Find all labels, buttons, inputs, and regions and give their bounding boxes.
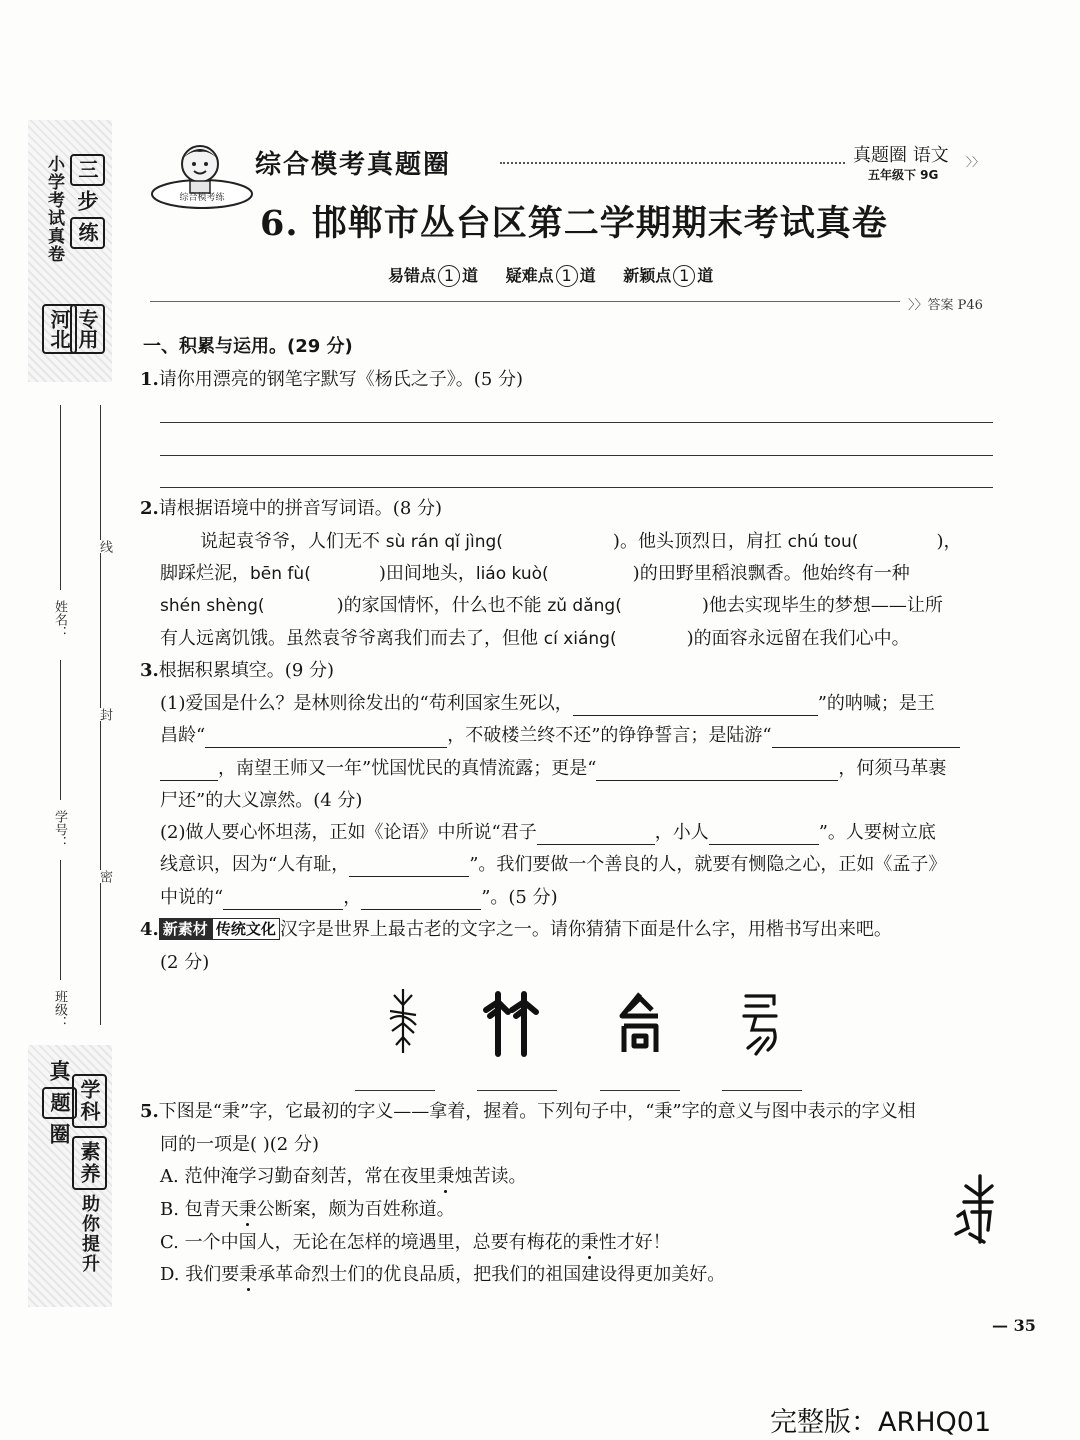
- q2-line-2: 脚踩烂泥，bēn fù( )田间地头，liáo kuò( )的田野里稻浪飘香。他始终有一种: [160, 563, 910, 584]
- q3-line-4: 尸还”的大义凛然。(4 分): [160, 790, 363, 811]
- question-2-text: 请根据语境中的拼音写词语。(8 分): [158, 498, 443, 519]
- tag-new-material: 新素材: [159, 918, 212, 940]
- name-field-line[interactable]: [60, 405, 61, 590]
- sidebar-brand-label: 真题圈: [42, 1060, 77, 1146]
- q2-line-4: 有人远离饥饿。虽然袁爷爷离我们而去了，但他 cí xiáng( )的面容永远留在我们心中。: [160, 628, 910, 649]
- writing-line[interactable]: [160, 455, 993, 456]
- glyph-answer-line[interactable]: [722, 1090, 802, 1091]
- cut-label-seal: 封: [97, 708, 112, 721]
- header-series: 真题圈 语文: [853, 145, 949, 166]
- question-5: 5.下图是“秉”字，它最初的字义——拿着，握着。下列句子中，“秉”字的意义与图中表示的字义相: [140, 1101, 916, 1122]
- question-5-text: 下图是“秉”字，它最初的字义——拿着，握着。下列句子中，“秉”字的意义与图中表示的字义相: [158, 1101, 916, 1122]
- header-rule: [150, 301, 900, 302]
- answer-blank[interactable]: [349, 857, 469, 877]
- question-2: 2.请根据语境中的拼音写词语。(8 分): [140, 498, 443, 519]
- answer-blank[interactable]: [537, 825, 655, 845]
- sidebar-region-badge-2: 专用: [70, 300, 105, 358]
- stat-novel: 新颖点 1 道: [623, 266, 714, 285]
- q3-line-3: ，南望王师又一年”忧国忧民的真情流露；更是“ ，何须马革裹: [160, 757, 946, 781]
- name-field-label: 姓名：: [52, 600, 67, 639]
- exam-title: 6. 邯郸市丛台区第二学期期末考试真卷: [260, 203, 888, 244]
- cut-label-line: 线: [97, 540, 112, 553]
- question-3: 3.根据积累填空。(9 分): [140, 660, 335, 681]
- student-id-field-label: 学号：: [52, 810, 67, 849]
- ancient-glyph-2: [482, 990, 540, 1058]
- answer-blank[interactable]: [772, 728, 960, 748]
- question-4-text: 汉字是世界上最古老的文字之一。请你猜猜下面是什么字，用楷书写出来吧。: [279, 919, 892, 940]
- mascot-badge-text: 综合模考练: [179, 193, 225, 203]
- q3-line-5: (2)做人要心怀坦荡，正如《论语》中所说“君子 ，小人 ”。人要树立底: [160, 822, 936, 843]
- tag-traditional-culture: 传统文化: [212, 918, 280, 940]
- header-dotted-rule: [500, 162, 845, 164]
- header-arrow-icon: 〉〉: [966, 155, 985, 169]
- question-3-text: 根据积累填空。(9 分): [158, 660, 335, 681]
- sidebar-region-badge: 河北: [42, 300, 77, 358]
- question-4-score: (2 分): [160, 952, 210, 973]
- glyph-answer-line[interactable]: [355, 1090, 435, 1091]
- class-field-line[interactable]: [60, 860, 61, 980]
- question-4: 4. 新素材 传统文化 汉字是世界上最古老的文字之一。请你猜猜下面是什么字，用楷书写出来吧。: [140, 919, 892, 940]
- ancient-glyph-4: [738, 990, 784, 1058]
- section-title: 一、积累与运用。(29 分): [143, 336, 353, 357]
- stat-error-prone: 易错点 1 道: [388, 266, 479, 285]
- ancient-glyph-3: [614, 990, 666, 1058]
- answer-blank[interactable]: [709, 825, 819, 845]
- student-id-field-line[interactable]: [60, 660, 61, 800]
- option-b[interactable]: B. 包青天秉公断案，颇为百姓称道。: [160, 1199, 455, 1220]
- q3-line-6: 线意识，因为“人有耻， ”。我们要做一个善良的人，就要有恻隐之心，正如《孟子》: [160, 854, 947, 875]
- q3-line-1: (1)爱国是什么？是林则徐发出的“苟利国家生死以， ”的呐喊；是王: [160, 693, 935, 714]
- q3-line-2: 昌龄“ ，不破楼兰终不还”的铮铮誓言；是陆游“: [160, 724, 960, 748]
- writing-line[interactable]: [160, 487, 993, 488]
- question-5-text-2: 同的一项是( )(2 分): [160, 1134, 319, 1155]
- cut-label-secret: 密: [97, 870, 112, 883]
- sidebar-steps-label: 三步练: [70, 150, 105, 253]
- question-1-text: 请你用漂亮的钢笔字默写《杨氏之子》。(5 分): [158, 369, 524, 390]
- option-c[interactable]: C. 一个中国人，无论在怎样的境遇里，总要有梅花的秉性才好！: [160, 1232, 671, 1253]
- answer-blank[interactable]: [573, 696, 818, 716]
- glyph-answer-line[interactable]: [477, 1090, 557, 1091]
- q2-line-1: 说起袁爷爷，人们无不 sù rán qǐ jìng( )。他头顶烈日，肩扛 chú tou( )，: [200, 531, 962, 552]
- header-title: 综合模考真题圈: [255, 150, 452, 180]
- sidebar-series-label: 小学考试真卷: [44, 155, 64, 263]
- mascot-logo: [148, 138, 256, 214]
- answer-blank[interactable]: [205, 728, 447, 748]
- question-1: 1.请你用漂亮的钢笔字默写《杨氏之子》。(5 分): [140, 369, 524, 390]
- bing-ancient-glyph: [950, 1172, 996, 1248]
- ancient-glyph-1: [380, 985, 426, 1057]
- writing-line[interactable]: [160, 422, 993, 423]
- class-field-label: 班级：: [52, 990, 67, 1029]
- answer-blank[interactable]: [160, 761, 218, 781]
- q2-line-3: shén shèng( )的家国情怀，什么也不能 zǔ dǎng( )他去实现毕生的梦想——让所: [160, 595, 943, 616]
- glyph-answer-line[interactable]: [600, 1090, 680, 1091]
- answer-blank[interactable]: [223, 890, 343, 910]
- answer-reference: 〉〉答案 P46: [908, 298, 983, 313]
- sidebar-slogan: 学科素养助你提升: [72, 1070, 107, 1274]
- footer-code: 完整版：ARHQ01: [770, 1407, 992, 1438]
- answer-blank[interactable]: [596, 761, 838, 781]
- stat-difficult: 疑难点 1 道: [505, 266, 596, 285]
- answer-blank[interactable]: [361, 890, 481, 910]
- header-grade: 五年级下 9G: [868, 168, 939, 182]
- option-a[interactable]: A. 范仲淹学习勤奋刻苦，常在夜里秉烛苦读。: [160, 1166, 527, 1187]
- option-d[interactable]: D. 我们要秉承革命烈士们的优良品质，把我们的祖国建设得更加美好。: [160, 1264, 726, 1285]
- difficulty-stats: [388, 263, 735, 287]
- page-number: — 35: [992, 1316, 1036, 1335]
- q3-line-7: 中说的“ ， ”。(5 分): [160, 887, 558, 908]
